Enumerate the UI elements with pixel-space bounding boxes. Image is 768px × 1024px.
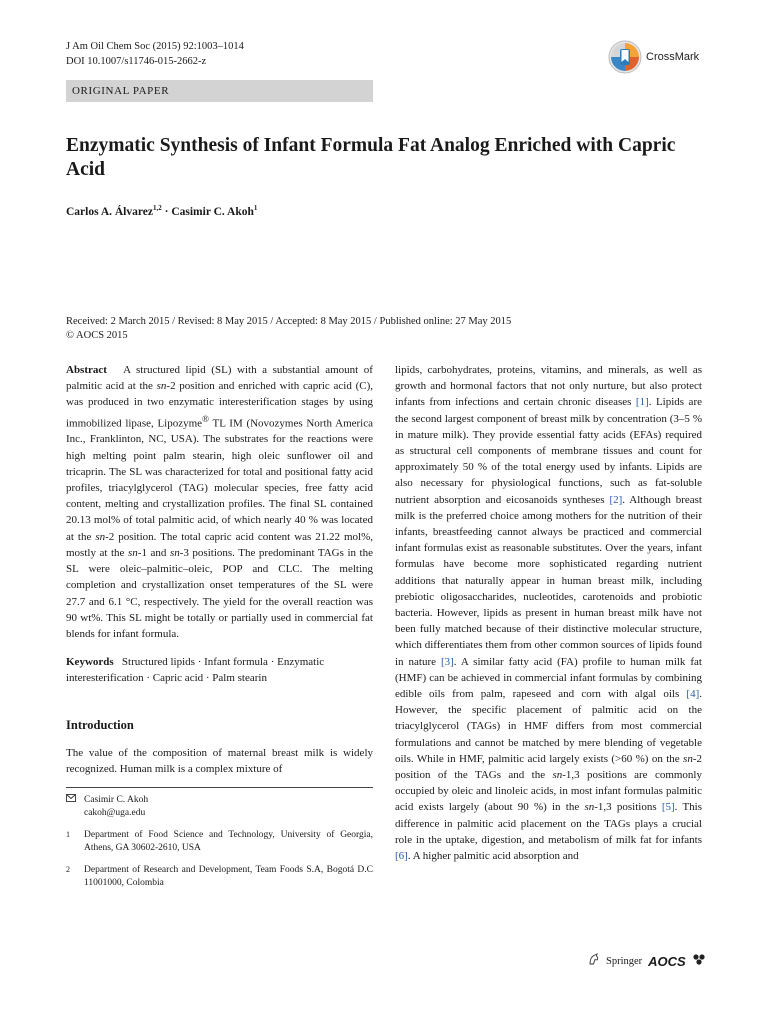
footnotes	[66, 787, 373, 889]
author-affiliation-marker: 1	[253, 204, 258, 212]
article-title: Enzymatic Synthesis of Infant Formula Fat Analog Enriched with Capric Acid	[66, 135, 676, 180]
envelope-icon	[66, 794, 76, 819]
springer-logo: Springer	[606, 955, 643, 967]
keywords	[66, 654, 373, 686]
crossmark-icon	[608, 40, 642, 74]
left-column	[66, 362, 373, 899]
dates-line: Received: 2 March 2015 / Revised: 8 May 2015 / Accepted: 8 May 2015 / Published online: 27 May 2015	[66, 316, 512, 327]
right-column	[395, 362, 702, 864]
abstract: Abstract A structured lipid (SL) with a substantial amount of palmitic acid at the sn-2 position and enriched with capric acid (C), was produced in two enzymatic interesterification stages by using immobilized lipase, Lipozyme® TL IM (Novozymes North America Inc., Franklinton, NC, USA). The substrates for the reactions were high melting point palm stearin, high oleic sunflower oil and tricaprin. The SL was characterized for total and positional fatty acid profiles, triacylglycerol (TAG) molecular species, free fatty acid content, melting and crystallization profiles. The final SL contained 20.13 mol% of total palmitic acid, of which nearly 40 % was located at the sn-2 position. The total capric acid content was 21.22 mol%, mostly at the sn-1 and sn-3 positions. The predominant TAGs in the SL were oleic–palmitic–oleic, POP and CLC. The melting completion and crystallization onset temperatures of the SL were 27.7 and 6.1 °C, respectively. The yield for the overall reaction was 90 wt%. This SL might be totally or partially used in commercial fat blends for infant formula.	[66, 364, 374, 640]
aocs-logo: AOCS	[648, 953, 686, 969]
introduction-text-left: The value of the composition of maternal breast milk is widely recognized. Human milk is a complex mixture of	[66, 746, 373, 775]
citation-link[interactable]: [6]	[395, 850, 408, 863]
keywords-label: Keywords	[66, 656, 114, 669]
doi-line[interactable]: DOI 10.1007/s11746-015-2662-z	[66, 56, 207, 67]
springer-horse-icon	[588, 952, 600, 970]
author-separator: ·	[161, 205, 172, 218]
publisher-logos	[588, 952, 706, 970]
citation-link[interactable]: [1]	[635, 396, 649, 409]
crossmark-label: CrossMark	[646, 51, 700, 63]
citation-link[interactable]: [2]	[609, 493, 623, 506]
aocs-leaf-icon	[692, 952, 706, 970]
abstract-label: Abstract	[66, 364, 107, 376]
author-list	[66, 204, 257, 218]
keywords-list: Structured lipids · Infant formula · Enzymatic interesterification · Capric acid · Palm stearin	[66, 656, 325, 685]
corresponding-author	[66, 794, 373, 819]
citation-link[interactable]: [4]	[686, 688, 700, 701]
author-name[interactable]: Carlos A. Álvarez	[66, 205, 153, 218]
citation-link[interactable]: [5]	[661, 801, 675, 814]
corresponding-email[interactable]: cakoh@uga.edu	[84, 807, 146, 818]
author-affiliation-marker: 1,2	[152, 204, 162, 212]
copyright-line: © AOCS 2015	[66, 329, 128, 341]
corresponding-name: Casimir C. Akoh	[84, 795, 149, 806]
section-label: ORIGINAL PAPER	[66, 80, 373, 102]
introduction-heading: Introduction	[66, 717, 134, 732]
journal-citation: J Am Oil Chem Soc (2015) 92:1003–1014	[66, 41, 244, 52]
crossmark-badge[interactable]	[608, 40, 699, 74]
publication-history	[66, 315, 511, 342]
affiliation-2: 2 Department of Research and Development, Team Foods S.A, Bogotá D.C 11001000, Colombia	[66, 865, 373, 888]
affiliation-1: 1 Department of Food Science and Technology, University of Georgia, Athens, GA 30602-2610, USA	[66, 830, 373, 853]
citation-link[interactable]: [3]	[440, 655, 454, 668]
author-name[interactable]: Casimir C. Akoh	[171, 205, 254, 218]
introduction-text-right: lipids, carbohydrates, proteins, vitamins, and minerals, as well as growth and hormonal factors that not only nurture, but also protect infants from infections and certain chronic diseases [1]. Lipids are the second largest component of breast milk by concentration (3–5 % in mature milk). They provide essential fatty acids (EFAs) required as structural cell components of membrane tissues and count for approximately 50 % of the total energy used by infants. Lipids are also necessary for physiological functions, such as fat-soluble nutrient absorption and eicosanoids syntheses [2]. Although breast milk is the preferred choice among mothers for the nutrition of their infants, breastfeeding cannot always be practiced and commercial infant formulas exist as reasonable substitutes. Over the years, infant formulas have become more sophisticated regarding nutrient additions that naturally appear in human breast milk, including prebiotic oligosaccharides, nucleotides, carotenoids and probiotic bacteria. However, lipids as present in human breast milk have not been fully matched because of their distinctive molecular structure, which differentiates them from other common sources of lipids found in nature [3]. A similar fatty acid (FA) profile to human milk fat (HMF) can be achieved in commercial infant formulas by combining edible oils from palm, rapeseed and corn with algal oils [4]. However, the specific placement of palmitic acid on the triacylglycerol (TAGs) in HMF differs from most commercial formulations and cannot be matched by mere blending of vegetable oils. While in HMF, palmitic acid largely exists (>60 %) on the sn-2 position of the TAGs and the sn-1,3 positions are commonly occupied by oleic and linoleic acids, in most infant formulas palmitic acid exists largely (about 90 %) in the sn-1,3 positions [5]. This difference in palmitic acid placement on the TAGs plays a crucial role in the uptake, digestion, and metabolism of milk fat for infants [6]. A higher palmitic acid absorption and	[395, 364, 703, 863]
